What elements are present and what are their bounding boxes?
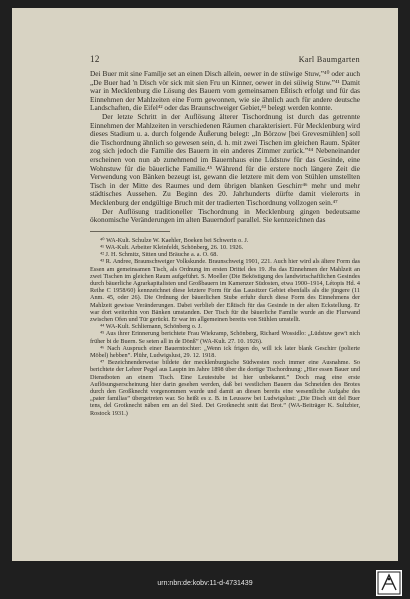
urn-label: urn:nbn:de:kobv:11-d-4731439	[157, 580, 253, 587]
paragraph: Der Auflösung traditioneller Tischordnung in Mecklenburg gingen bedeutsame ökonomische Veränderungen im alten Bauerndorf parallel. Sie kennzeichnen das	[90, 206, 360, 225]
footnote: ⁴¹ WA-Kult. Arbeiter Kleinfeldt, Schönberg, 26. 10. 1926.	[100, 243, 244, 251]
book-page	[12, 8, 398, 561]
running-title: Karl Baumgarten	[298, 55, 360, 64]
main-text	[90, 70, 360, 417]
footnote: ⁴⁰ WA-Kult. Schulze W. Kaehler, Boeken bei Schwerin o. J.	[100, 236, 249, 244]
library-logo-icon	[376, 570, 402, 596]
paragraph: Dei Buer mit sine Famílje set an einen Disch allein, oewer in de stüwige Stuw,”⁴⁰ oder auch „De Buer had 'n Disch vör sick mit sien Fru un Kinner, oewer in dei süiwig Stuw.”⁴¹ Damit war in Mecklenburg die Lösung des Bauern vom gemeinsamen Eßtisch erfolgt und für das Einnehmen der Mahlzeiten eine Form gewonnen, wie sie ähnlich auch für andere deutsche Landschaften, die Eifel⁴² oder das Braunschweiger Gebiet,⁴³ belegt werden konnte.	[90, 69, 360, 113]
page-header	[90, 54, 360, 64]
footnotes	[90, 237, 360, 417]
footnote: ⁴² J. H. Schmitz, Sitten und Bräuche a. a. O. 68.	[100, 251, 218, 259]
footnote-divider	[90, 231, 170, 232]
page-number: 12	[90, 54, 100, 64]
paragraph: Der letzte Schritt in der Auflösung älterer Tischordnung ist durch das getrennte Einnehmen der Mahlzeiten in verschiedenen Räumen charakterisiert. Für Mecklenburg wird dieses Stadium u. a. durch folgende Äußerung belegt: „In Börzow [bei Grevesmühlen] soll die Tischordnung ähnlich so gewesen sein, d. h. mit zwei Tischen im gleichen Raum. Später zog sich jedoch die Familie des Bauern in ein anderes Zimmer zurück.”⁴⁴ Nebeneinander erscheinen von nun ab zunehmend im Bauernhaus eine Lüdstuw für das Gesinde, eine Wohnstuw für die bäuerliche Familie.⁴⁵ Während für die erstere noch längere Zeit die Verwendung von Bänken bezeugt ist, gewann die letztere mit dem von Stühlen umstellten Tisch in der Mitte des Raumes und dem übrigen blanken Geschirr⁴⁶ mehr und mehr städtisches Aussehen. Zu Beginn des 20. Jahrhunderts dürfte damit vielerorts in Mecklenburg der endgültige Bruch mit der tradierten Tischordnung vollzogen sein.⁴⁷	[90, 111, 360, 207]
footnote: ⁴⁵ Aus ihrer Erinnerung berichtete Frau Wiekramp, Schönberg, Richard Wossidlo: „Lüdstuw gew't nich früher bi de Buern. Se seten all in de Dönß” (WA-Kult. 27. 10. 1926).	[90, 330, 360, 345]
footnote: ⁴⁷ Bezeichnenderweise bildete der mecklenburgische Südwesten noch immer eine Ausnahme. So berichtete der Lehrer Pegel aus Laupin im Jahre 1898 über die dortige Tischordnung: „Hier essen Bauer und Dienstboten an einem Tisch. Eine Leutestube ist hier unbekannt.” Doch mag eine erste Auflösungserscheinung hier darin gesehen werden, daß bei westlichen Bauern das Schneiden des Brotes durch den Großknecht vorgenommen wurde und damit an diesen bereits eine wesentliche Aufgabe des „pater familias” übergetreten war. So heißt es z. B. in Leussow bei Ludwigslust: „Die Disch sitt del Buer tens, del Grotknecht näben em an del Sied. Dei Grotknecht snitt dat Brot.” (WA-Beiträger K. Sultzbier, Rostock 1931.)	[90, 359, 360, 417]
footnote: ⁴⁴ WA-Kult. Schliemann, Schönberg o. J.	[100, 323, 202, 331]
footnote: ⁴³ R. Andree, Braunschweiger Volkskunde. Braunschweig 1901, 221. Auch hier wird als ältere Form das Essen am gemeinsamen Tisch, als Ordnung im ersten Drittel des 19. Jhs das Einnehmen der Mahlzeit an zwei Tischen im gleichen Raum aufgeführt. S. Moeller (Die Beköstigung des landwirtschaftlichen Gesindes durch bäuerliche Agrarkapitalisten und Großbauern im Kamenzer Südosten, etwa 1900–1914, Létopis Hd. 4 Reihe C 1958/60) kennzeichnet diese letztere Form für das Lausitzer Gebiet ebenfalls als die jüngere (11 Anm. 45, oder 26). Die Ordnung der bäuerlichen Stube erfuhr durch diese Form des Einnehmens der Mahlzeit gewisse Veränderungen. Dabei verblieb der Eßtisch für das Gesinde in der alten Eckstellung. Er war dort weiterhin von Bänken umstanden. Der Tisch für die bäuerliche Familie wurde an die Flurwand zwischen Ofen und Tür gerückt. Er war im allgemeinen bereits von Stühlen umstellt.	[90, 258, 360, 323]
footnote: ⁴⁶ Nach Auspruch einer Bauerntochter: „Wenn ick frigen do, will ick later blank Geschirr (polierte Möbel) hebben”. Plühr, Ludwigslust, 29. 12. 1918.	[90, 344, 360, 359]
